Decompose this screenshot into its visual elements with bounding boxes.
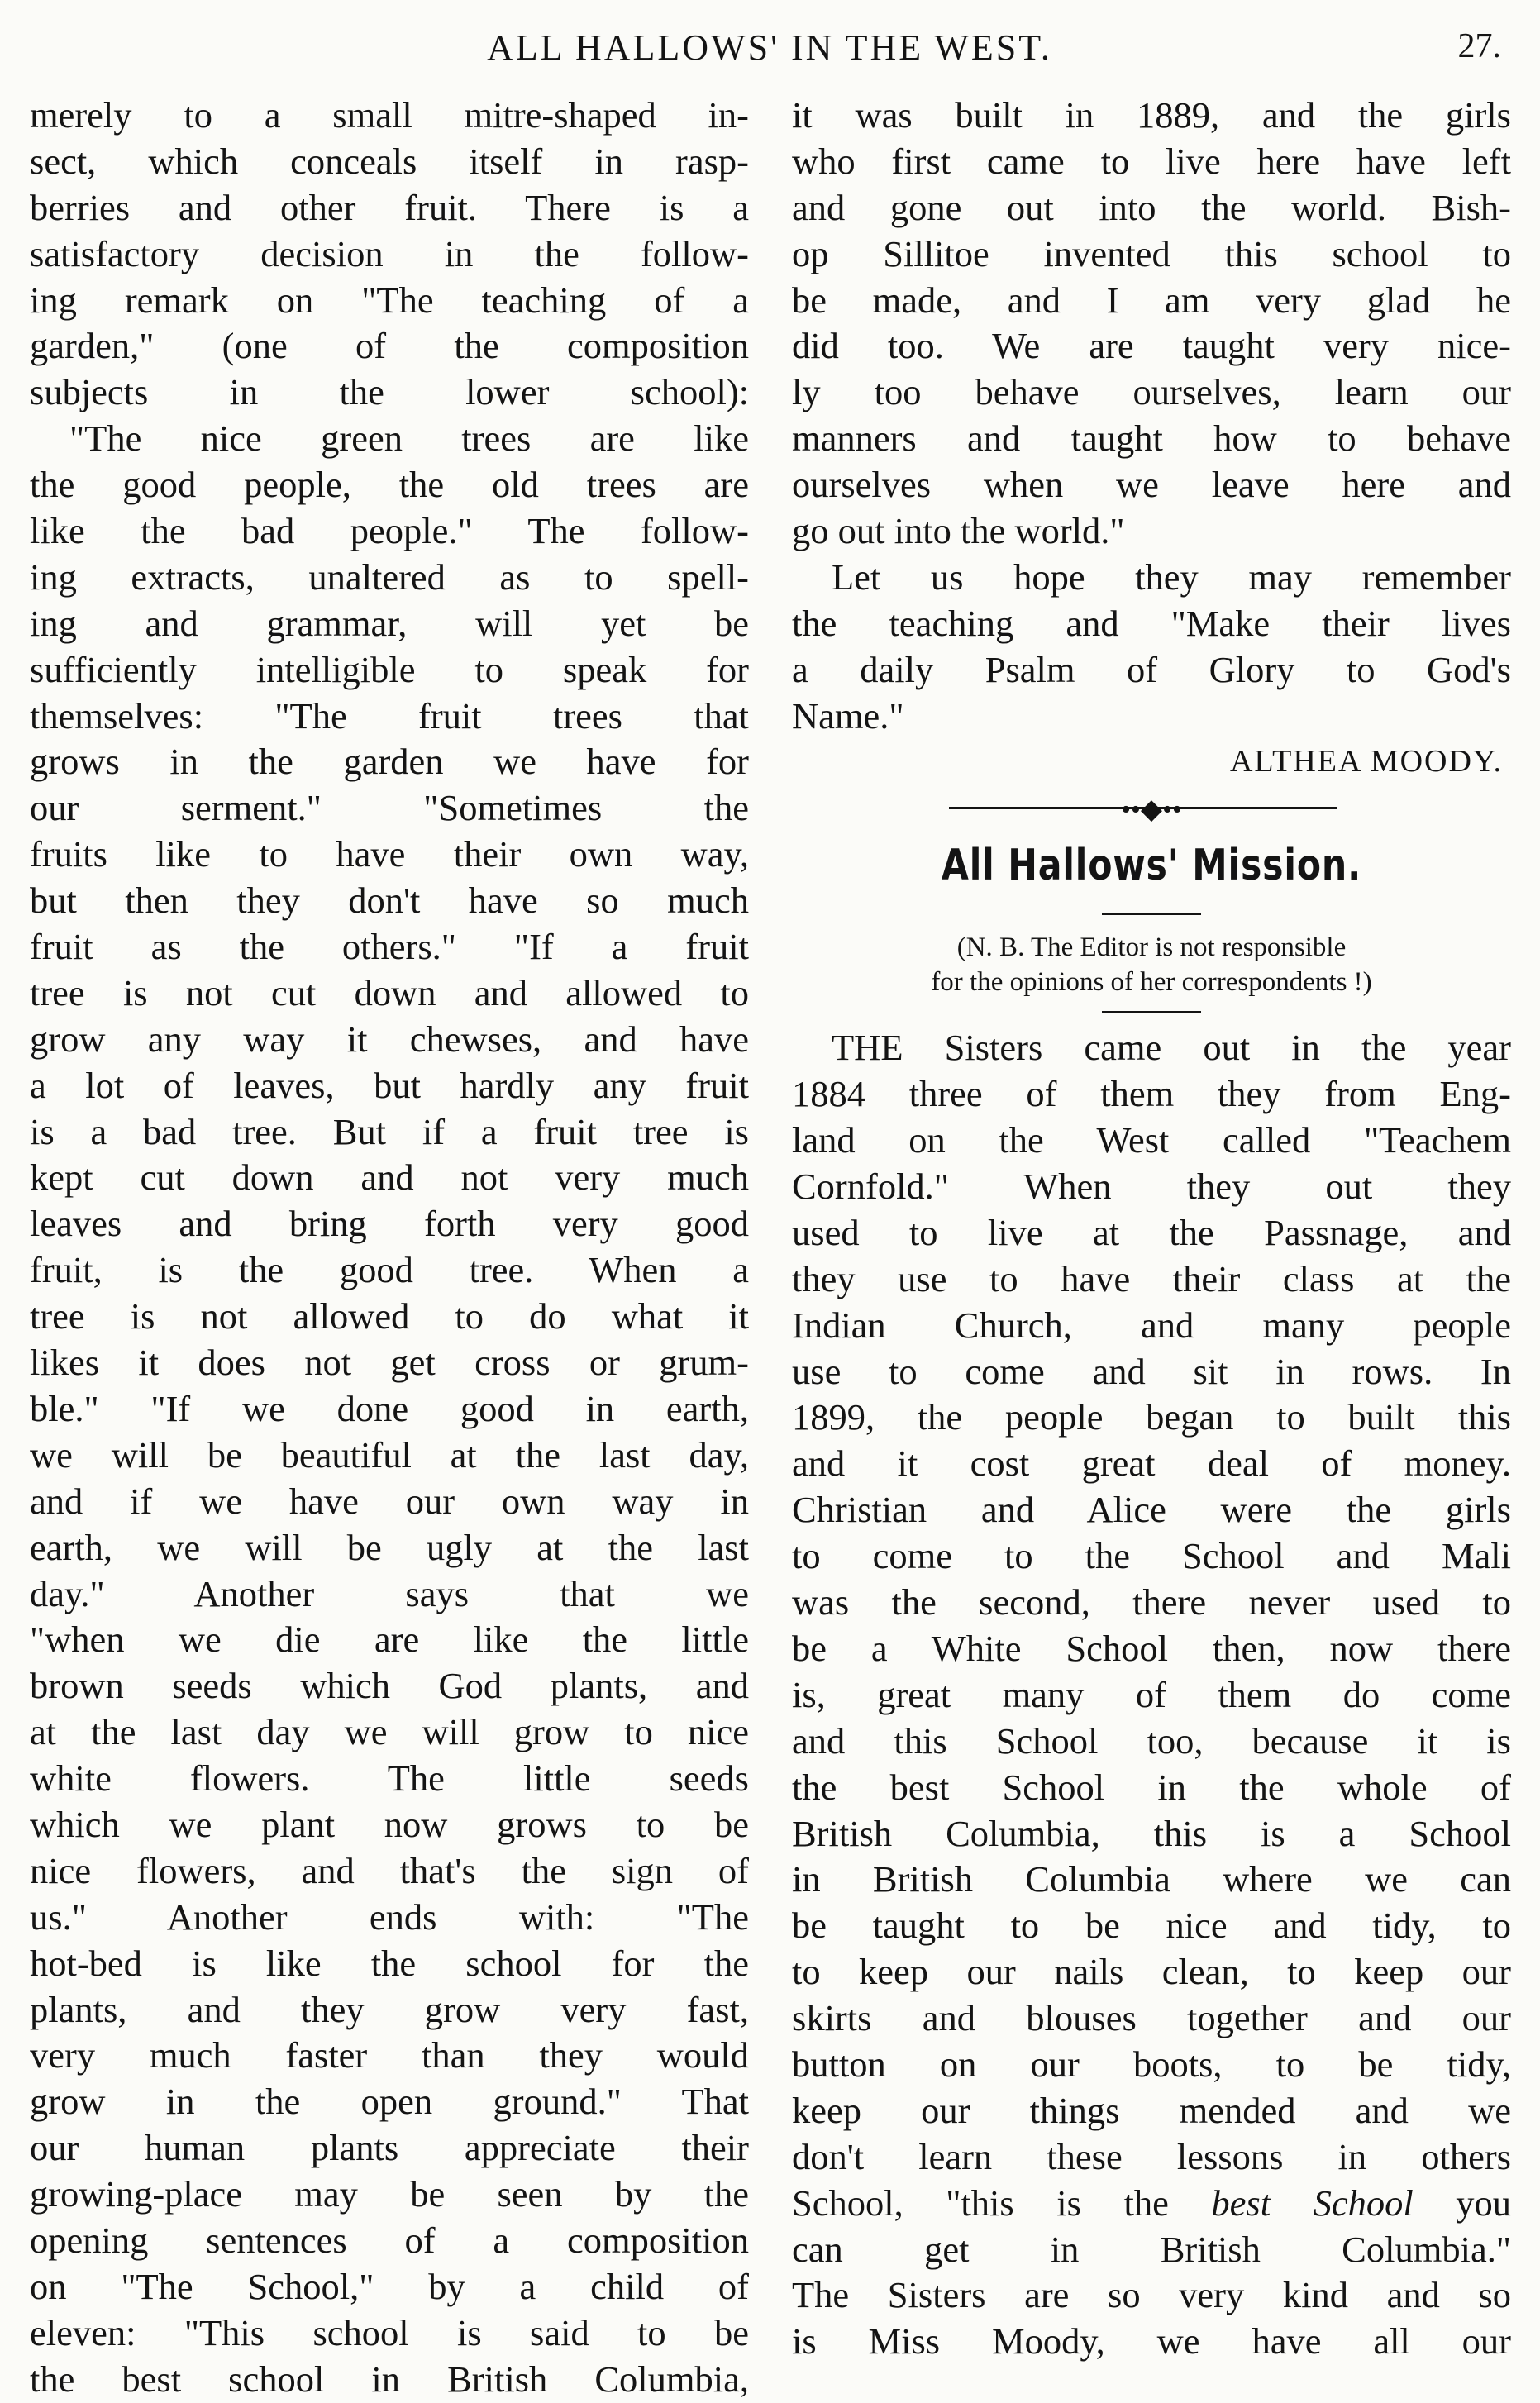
text-line: leaves and bring forth very good xyxy=(30,1203,749,1245)
text-line: op Sillitoe invented this school to xyxy=(792,232,1511,274)
text-line: use to come and sit in rows. In xyxy=(792,1350,1511,1392)
note-line: for the opinions of her correspondents !) xyxy=(931,967,1372,998)
text-line: merely to a small mitre-shaped in- xyxy=(30,94,749,136)
text-line: is, great many of them do come xyxy=(792,1673,1511,1715)
text-line: sufficiently intelligible to speak for xyxy=(30,648,749,690)
ornament-icon: ••◆•• xyxy=(1121,794,1182,826)
text-line: grow any way it chewses, and have xyxy=(30,1018,749,1060)
text-line: garden," (one of the composition xyxy=(30,325,749,367)
text-line: grows in the garden we have for xyxy=(30,741,749,783)
ornamental-rule xyxy=(792,785,1511,835)
editor-note xyxy=(792,930,1511,1011)
text-line: themselves: "The fruit trees that xyxy=(30,694,749,737)
text-line: is a bad tree. But if a fruit tree is xyxy=(30,1110,749,1152)
text-line: a lot of leaves, but hardly any fruit xyxy=(30,1064,749,1106)
text-line: Christian and Alice were the girls xyxy=(792,1489,1511,1531)
best-line-pre: School, "this is the xyxy=(792,2181,1212,2224)
text-line: a daily Psalm of Glory to God's xyxy=(792,648,1511,690)
text-line: Name." xyxy=(792,694,904,737)
text-line: go out into the world." xyxy=(792,510,1125,552)
text-line: fruits like to have their own way, xyxy=(30,833,749,875)
text-line: ing remark on "The teaching of a xyxy=(30,279,749,321)
text-line: nice flowers, and that's the sign of xyxy=(30,1849,749,1891)
running-head: ALL HALLOWS' IN THE WEST. xyxy=(487,27,1052,68)
text-line: manners and taught how to behave xyxy=(792,417,1511,460)
text-line: to keep our nails clean, to keep our xyxy=(792,1951,1511,1993)
text-line: our human plants appreciate their xyxy=(30,2127,749,2169)
text-line: sect, which conceals itself in rasp- xyxy=(30,140,749,182)
text-line: and it cost great deal of money. xyxy=(792,1442,1511,1485)
text-line: like the bad people." The follow- xyxy=(30,510,749,552)
text-line: ing and grammar, will yet be xyxy=(30,602,749,644)
text-line: ly too behave ourselves, learn our xyxy=(792,371,1511,413)
text-line: subjects in the lower school): xyxy=(30,371,749,413)
text-line: berries and other fruit. There is a xyxy=(30,186,749,228)
text-line: satisfactory decision in the follow- xyxy=(30,232,749,274)
text-line: is Miss Moody, we have all our xyxy=(792,2320,1511,2362)
mission-first-line xyxy=(792,1025,1511,1071)
text-line: skirts and blouses together and our xyxy=(792,1997,1511,2039)
text-line: used to live at the Passnage, and xyxy=(792,1211,1511,1253)
text-line: the best school in British Columbia, xyxy=(30,2358,749,2400)
signature: ALTHEA MOODY. xyxy=(1229,744,1503,780)
text-line: don't learn these lessons in others xyxy=(792,2135,1511,2177)
text-line: opening sentences of a composition xyxy=(30,2219,749,2261)
text-line: the teaching and "Make their lives xyxy=(792,602,1511,644)
text-line: be taught to be nice and tidy, to xyxy=(792,1905,1511,1947)
text-line: Cornfold." When they out they xyxy=(792,1166,1511,1208)
text-line: be a White School then, now there xyxy=(792,1627,1511,1669)
title-rule xyxy=(1102,913,1201,915)
text-line: to come to the School and Mali xyxy=(792,1535,1511,1577)
text-line: did too. We are taught very nice- xyxy=(792,325,1511,367)
text-line: Let us hope they may remember xyxy=(832,555,1511,598)
text-line: at the last day we will grow to nice xyxy=(30,1711,749,1753)
text-line: 1899, the people began to built this xyxy=(792,1396,1511,1438)
text-line: earth, we will be ugly at the last xyxy=(30,1526,749,1568)
text-line: who first came to live here have left xyxy=(792,140,1511,182)
text-line: we will be beautiful at the last day, xyxy=(30,1433,749,1476)
mission-first-word: THE xyxy=(832,1027,903,1069)
note-line: (N. B. The Editor is not responsible xyxy=(956,932,1347,963)
text-line: growing-place may be seen by the xyxy=(30,2173,749,2215)
text-line: land on the West called "Teachem xyxy=(792,1119,1511,1161)
best-line-emphasis: best School xyxy=(1211,2181,1414,2224)
text-line: and gone out into the world. Bish- xyxy=(792,186,1511,228)
text-line: tree is not cut down and allowed to xyxy=(30,971,749,1013)
text-line: hot-bed is like the school for the xyxy=(30,1942,749,1984)
text-line: ourselves when we leave here and xyxy=(792,464,1511,506)
text-line: in British Columbia where we can xyxy=(792,1858,1511,1900)
text-line: was the second, there never used to xyxy=(792,1581,1511,1623)
text-line: "The nice green trees are like xyxy=(69,417,749,460)
text-line: it was built in 1889, and the girls xyxy=(792,94,1511,136)
text-line: fruit, is the good tree. When a xyxy=(30,1249,749,1291)
note-rule xyxy=(1102,1011,1201,1013)
text-line: "when we die are like the little xyxy=(30,1619,749,1661)
text-line: brown seeds which God plants, and xyxy=(30,1665,749,1707)
text-line: our serment." "Sometimes the xyxy=(30,787,749,829)
text-line: tree is not allowed to do what it xyxy=(30,1295,749,1337)
text-line: day." Another says that we xyxy=(30,1572,749,1614)
text-line: likes it does not get cross or grum- xyxy=(30,1342,749,1384)
text-line: they use to have their class at the xyxy=(792,1257,1511,1299)
text-line: The Sisters are so very kind and so xyxy=(792,2274,1511,2316)
text-line: and this School too, because it is xyxy=(792,1719,1511,1762)
text-line: ble." "If we done good in earth, xyxy=(30,1387,749,1429)
text-line: which we plant now grows to be xyxy=(30,1803,749,1845)
text-line: grow in the open ground." That xyxy=(30,2081,749,2123)
text-line: on "The School," by a child of xyxy=(30,2265,749,2307)
best-line-post: you xyxy=(1413,2181,1511,2224)
right-column xyxy=(792,93,1511,2365)
text-line: can get in British Columbia." xyxy=(792,2228,1511,2270)
text-line: British Columbia, this is a School xyxy=(792,1812,1511,1854)
best-school-line xyxy=(792,2181,1511,2227)
text-line: and if we have our own way in xyxy=(30,1480,749,1522)
text-line: Indian Church, and many people xyxy=(792,1304,1511,1346)
text-line: us." Another ends with: "The xyxy=(30,1895,749,1938)
section-title: All Hallows' Mission. xyxy=(941,841,1362,891)
text-line: fruit as the others." "If a fruit xyxy=(30,926,749,968)
text-line: but then they don't have so much xyxy=(30,880,749,922)
text-line: very much faster than they would xyxy=(30,2034,749,2076)
text-line: be made, and I am very glad he xyxy=(792,279,1511,321)
text-line: the good people, the old trees are xyxy=(30,464,749,506)
page-header xyxy=(30,3,1509,76)
text-line: eleven: "This school is said to be xyxy=(30,2311,749,2353)
text-line: plants, and they grow very fast, xyxy=(30,1988,749,2030)
text-line: button on our boots, to be tidy, xyxy=(792,2043,1511,2085)
mission-first-rest: Sisters came out in the year xyxy=(903,1027,1511,1069)
text-line: ing extracts, unaltered as to spell- xyxy=(30,555,749,598)
left-column xyxy=(30,93,749,2403)
page-number: 27. xyxy=(1457,27,1501,65)
text-line: keep our things mended and we xyxy=(792,2089,1511,2131)
text-line: 1884 three of them they from Eng- xyxy=(792,1073,1511,1115)
text-line: kept cut down and not very much xyxy=(30,1156,749,1199)
text-line: white flowers. The little seeds xyxy=(30,1757,749,1800)
text-line: the best School in the whole of xyxy=(792,1766,1511,1808)
